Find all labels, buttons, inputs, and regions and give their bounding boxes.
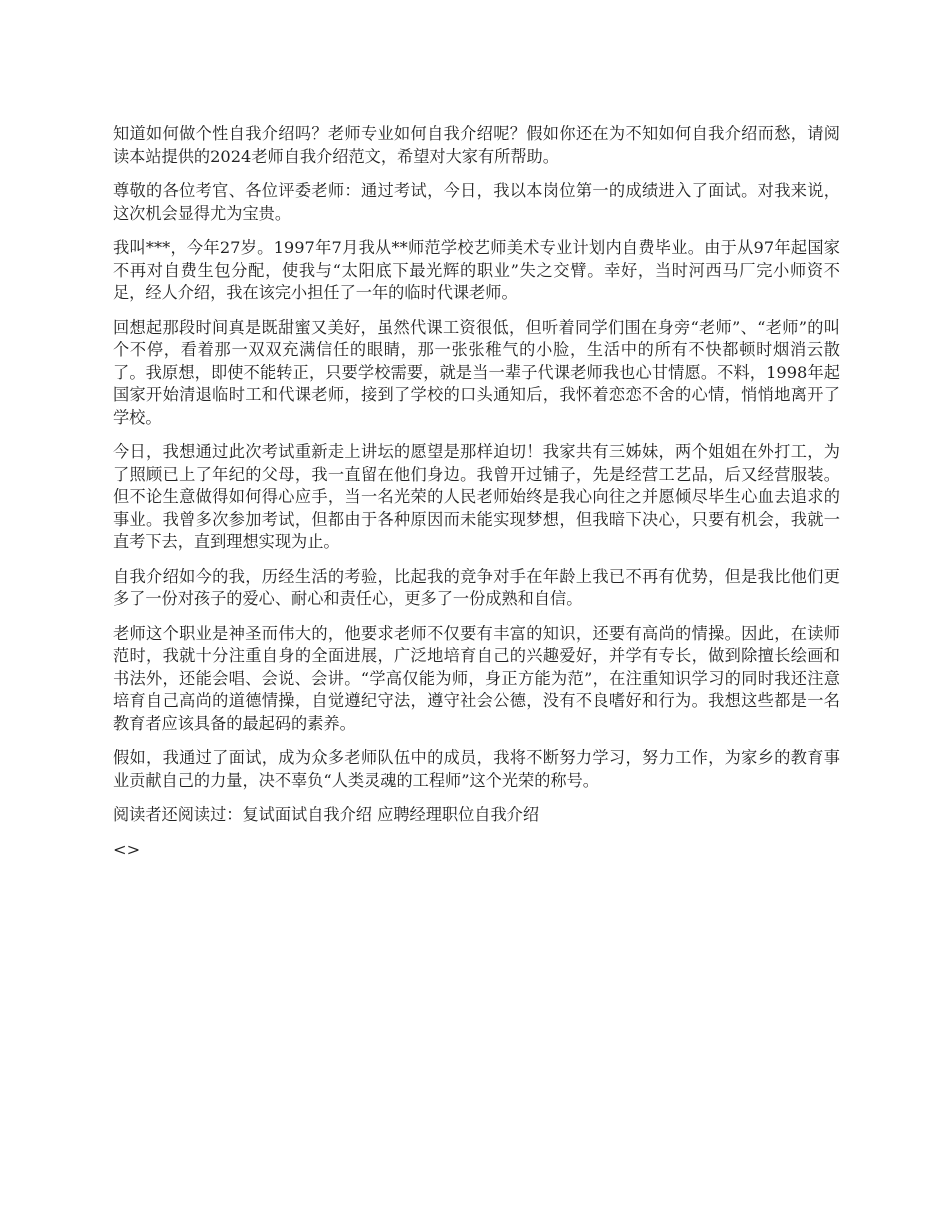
paragraph-background: 我叫***，今年27岁。1997年7月我从**师范学校艺师美术专业计划内自费毕业。由于从97年起国家不再对自费生包分配，使我与“太阳底下最光辉的职业”失之交臂。幸好，当时河西马厂完小师资不足，经人介绍，我在该完小担任了一年的临时代课老师。 [113, 238, 840, 302]
paragraph-self-intro: 自我介绍如今的我，历经生活的考验，比起我的竞争对手在年龄上我已不再有优势，但是我比他们更多了一份对孩子的爱心、耐心和责任心，更多了一份成熟和自信。 [113, 566, 840, 608]
paragraph-trailing-marker: <> [113, 839, 141, 859]
paragraph-greeting: 尊敬的各位考官、各位评委老师：通过考试，今日，我以本岗位第一的成绩进入了面试。对我来说，这次机会显得尤为宝贵。 [113, 181, 840, 223]
paragraph-intro: 知道如何做个性自我介绍吗？老师专业如何自我介绍呢？假如你还在为不知如何自我介绍而愁，请阅读本站提供的2024老师自我介绍范文，希望对大家有所帮助。 [113, 124, 840, 166]
paragraph-aspiration: 今日，我想通过此次考试重新走上讲坛的愿望是那样迫切！我家共有三姊妹，两个姐姐在外打工，为了照顾已上了年纪的父母，我一直留在他们身边。我曾开过铺子，先是经营工艺品，后又经营服装。但不论生意做得如何得心应手，当一名光荣的人民老师始终是我心向往之并愿倾尽毕生心血去追求的事业。我曾多次参加考试，但都由于各种原因而未能实现梦想，但我暗下决心，只要有机会，我就一直考下去，直到理想实现为止。 [113, 442, 840, 551]
paragraph-commitment: 假如，我通过了面试，成为众多老师队伍中的成员，我将不断努力学习，努力工作，为家乡的教育事业贡献自己的力量，决不辜负“人类灵魂的工程师”这个光荣的称号。 [113, 748, 840, 790]
paragraph-memories: 回想起那段时间真是既甜蜜又美好，虽然代课工资很低，但听着同学们围在身旁“老师”、“老师”的叫个不停，看着那一双双充满信任的眼睛，那一张张稚气的小脸，生活中的所有不快都顿时烟消云散了。我原想，即使不能转正，只要学校需要，就是当一辈子代课老师我也心甘情愿。不料，1998年起国家开始清退临时工和代课老师，接到了学校的口头通知后，我怀着恋恋不舍的心情，悄悄地离开了学校。 [113, 317, 840, 427]
paragraph-related-reading: 阅读者还阅读过：复试面试自我介绍 应聘经理职位自我介绍 [113, 805, 540, 824]
paragraph-profession: 老师这个职业是神圣而伟大的，他要求老师不仅要有丰富的知识，还要有高尚的情操。因此，在读师范时，我就十分注重自身的全面进展，广泛地培育自己的兴趣爱好，并学有专长，做到除擅长绘画和书法外，还能会唱、会说、会讲。“学高仅能为师，身正方能为范”，在注重知识学习的同时我还注意培育自己高尚的道德情操，自觉遵纪守法，遵守社会公德，没有不良嗜好和行为。我想这些都是一名教育者应该具备的最起码的素养。 [113, 623, 840, 733]
